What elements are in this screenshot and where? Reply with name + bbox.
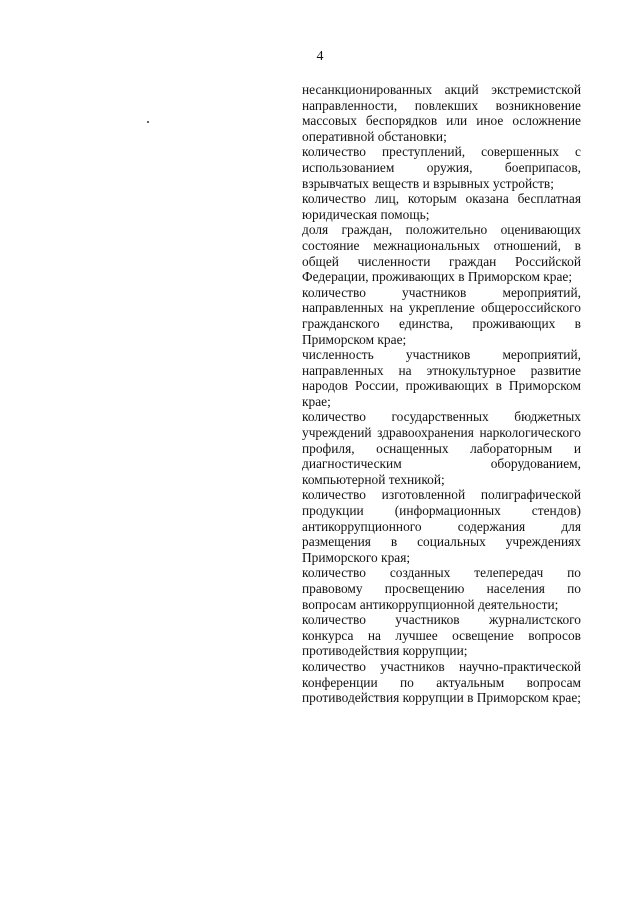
list-item-narcology-institutions: количество государственных бюджетных учреждений здравоохранения наркологического профиля, оснащенных лабораторным и диагностическим оборудованием, компьютерной техникой; (302, 409, 581, 487)
list-item-tv-programs: количество созданных телепередач по правовому просвещению населения по вопросам антикоррупционной деятельности; (302, 565, 581, 612)
list-item-ethnocultural-participants: численность участников мероприятий, направленных на этнокультурное развитие народов России, проживающих в Приморском крае; (302, 347, 581, 409)
list-item-civic-unity-participants: количество участников мероприятий, направленных на укрепление общероссийского гражданского единства, проживающих в Приморском крае; (302, 284, 581, 347)
list-item-weapon-crimes: количество преступлений, совершенных с использованием оружия, боеприпасов, взрывчатых веществ и взрывных устройств; (302, 144, 581, 191)
list-item-legal-aid: количество лиц, которым оказана бесплатная юридическая помощь; (302, 191, 581, 222)
scan-speck (147, 121, 149, 123)
list-item-anticorruption-print: количество изготовленной полиграфической продукции (информационных стендов) антикоррупционного содержания для размещения в социальных учреждениях Приморского края; (302, 487, 581, 565)
document-body (302, 82, 581, 706)
list-item-extremist-actions: несанкционированных акций экстремистской направленности, повлекших возникновение массовых беспорядков или иное осложнение оперативной обстановки; (302, 82, 581, 144)
page-number: 4 (316, 49, 324, 64)
list-item-interethnic-relations: доля граждан, положительно оценивающих состояние межнациональных отношений, в общей численности граждан Российской Федерации, проживающих в Приморском крае; (302, 222, 581, 285)
list-item-journalism-contest: количество участников журналистского конкурса на лучшее освещение вопросов противодействия коррупции; (302, 612, 581, 659)
list-item-conference-participants: количество участников научно-практической конференции по актуальным вопросам противодействия коррупции в Приморском крае; (302, 658, 581, 706)
